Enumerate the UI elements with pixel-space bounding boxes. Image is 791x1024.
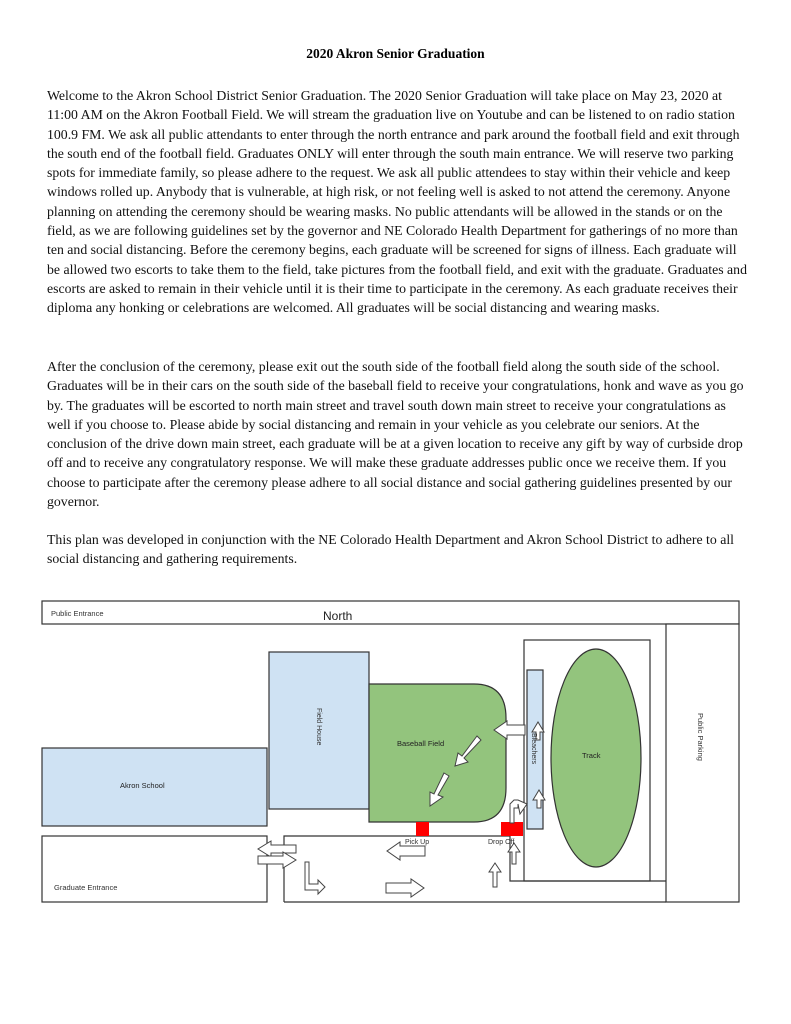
bleachers-label: Bleachers bbox=[530, 733, 537, 765]
graduate-entrance-label: Graduate Entrance bbox=[54, 883, 118, 892]
public-entrance-label: Public Entrance bbox=[51, 609, 104, 618]
track-label: Track bbox=[582, 751, 601, 760]
public-parking-area bbox=[666, 624, 739, 902]
baseball-field-label: Baseball Field bbox=[397, 739, 445, 748]
document-title: 2020 Akron Senior Graduation bbox=[306, 46, 485, 61]
pick-up-marker bbox=[416, 822, 429, 836]
arrow-right-icon bbox=[386, 879, 424, 897]
paragraph-welcome: Welcome to the Akron School District Senior Graduation. The 2020 Senior Graduation will take place on May 23, 2020 at 11:00 AM on the Akron Football Field. We will stream the graduation live on Youtube and can be listened to on radio station 100.9 FM. We ask all public attendants to enter through the north entrance and park around the football field and exit through the south end of the football field. Graduates ONLY will enter through the south main entrance. We will reserve two parking spots for immediate family, so please adhere to the request. We ask all public attendees to stay within their vehicle and keep windows rolled up. Anybody that is vulnerable, at high risk, or not feeling well is asked to not attend the ceremony. Anyone planning on attending the ceremony should be wearing masks. No public attendants will be allowed in the stands or on the field, as we are following guidelines set by the governor and NE Colorado Health Department for gatherings of no more than ten and social distancing. Before the ceremony begins, each graduate will be screened for signs of illness. Each graduate will be allowed two escorts to take them to the field, take pictures from the football field, and exit with the graduate. Graduates and escorts are asked to remain in their vehicle until it is their time to participate in the ceremony. As each graduate receives their diploma any honking or celebrations are welcomed. All graduates will be social distancing and wearing masks. bbox=[47, 88, 747, 316]
site-map bbox=[0, 590, 791, 920]
pick-up-label: Pick Up bbox=[405, 839, 430, 846]
graduate-entrance-lot bbox=[42, 836, 267, 902]
drop-off-label: Drop Off bbox=[488, 839, 515, 846]
arrow-turn-icon bbox=[305, 862, 325, 894]
paragraph-after-ceremony: After the conclusion of the ceremony, please exit out the south side of the football field along the south side of the school. Graduates will be in their cars on the south side of the baseball field to receive your congratulations, honk and wave as you go by. The graduates will be escorted to north main street and travel south down main street to receive your congratulations as well if you choose to. Please abide by social distancing and remain in your vehicle as you celebrate our seniors. At the conclusion of the drive down main street, each graduate will be at a given location to receive any gift by way of curbside drop off and to receive any congratulatory response. We will make these graduate addresses public once we receive them. If you choose to participate after the ceremony please adhere to all social distance and social gathering guidelines presented by our governor. bbox=[47, 359, 744, 510]
north-label: North bbox=[323, 609, 353, 623]
arrow-turn-icon bbox=[489, 863, 501, 887]
north-strip bbox=[42, 601, 739, 624]
drop-off-marker bbox=[501, 822, 523, 836]
public-parking-label: Public Parking bbox=[696, 713, 705, 761]
paragraph-plan-note: This plan was developed in conjunction with the NE Colorado Health Department and Akron School District to adhere to all social distancing and gathering requirements. bbox=[47, 532, 735, 567]
akron-school-label: Akron School bbox=[120, 781, 165, 790]
field-house-label: Field House bbox=[315, 708, 322, 746]
